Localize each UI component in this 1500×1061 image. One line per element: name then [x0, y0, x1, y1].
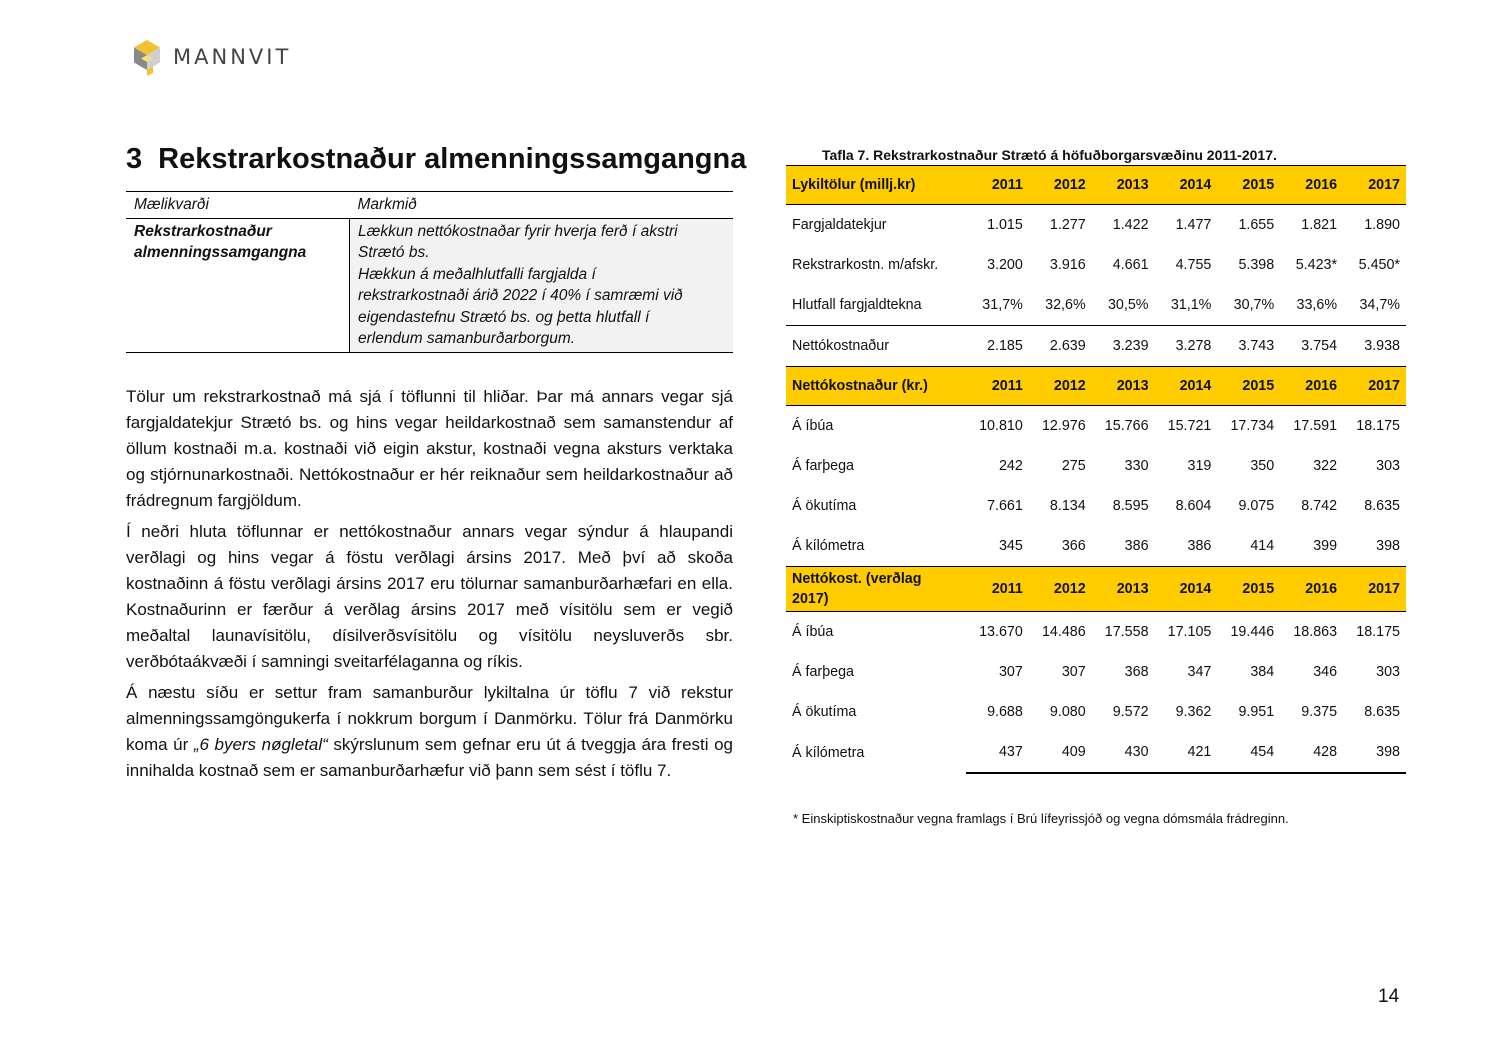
report-title-em: „6 byers nøgletal“ [193, 735, 328, 754]
year-header: 2014 [1155, 367, 1218, 406]
cost-table [786, 165, 1406, 774]
table-footnote: * Einskiptiskostnaður vegna framlags í Brú lífeyrissjóð og vegna dómsmála frádreginn. [793, 811, 1289, 826]
row-label: Á ökutíma [792, 498, 857, 514]
cell-value: 5.423* [1295, 257, 1338, 273]
table-row [786, 205, 1406, 246]
cell-value: 14.486 [1041, 624, 1086, 640]
section-heading [126, 143, 746, 176]
row-label: Á kílómetra [792, 744, 865, 761]
cell-value: 1.655 [1238, 217, 1275, 233]
table-caption: Tafla 7. Rekstrarkostnaður Strætó á höfuðborgarsvæðinu 2011-2017. [822, 147, 1277, 163]
cell-value: 3.743 [1238, 338, 1275, 354]
cell-value: 319 [1187, 458, 1212, 474]
cell-value: 330 [1124, 458, 1149, 474]
section1-header-label [786, 166, 966, 205]
cell-value: 428 [1280, 732, 1343, 773]
cell-value: 17.591 [1293, 418, 1338, 434]
row-label: Á farþega [792, 458, 854, 474]
cell-value: 7.661 [987, 498, 1023, 514]
cell-value: 1.477 [1175, 217, 1212, 233]
section1-header-row [786, 166, 1406, 205]
cell-value: 31,7% [966, 285, 1029, 326]
section2-header-label [786, 367, 966, 406]
goal-table [126, 191, 733, 353]
cell-value: 3.200 [987, 257, 1023, 273]
goal-indicator-line: Rekstrarkostnaður [134, 222, 272, 240]
table-row [786, 406, 1406, 447]
year-header: 2015 [1217, 166, 1280, 205]
year-header: 2015 [1217, 367, 1280, 406]
page-number: 14 [1378, 986, 1400, 1007]
cell-value: 347 [1187, 664, 1212, 680]
cell-value: 8.134 [1049, 498, 1086, 514]
year-header: 2016 [1280, 567, 1343, 612]
year-header: 2017 [1343, 367, 1406, 406]
cell-value: 2.185 [987, 338, 1023, 354]
table-row [786, 245, 1406, 285]
cell-value: 8.595 [1112, 498, 1149, 514]
goal-target-line: Strætó bs. [358, 244, 430, 261]
row-label: Fargjaldatekjur [792, 217, 887, 233]
paragraph-1: Tölur um rekstrarkostnað má sjá í töflunni til hliðar. Þar má annars vegar sjá fargjaldatekjur Strætó bs. og hins vegar heildarkostnað sem samanstendur af öllum kostnaði m.a. kostnaði við eigin akstur, kostnaði vegna aksturs verktaka og stjórnunarkostnaði. Nettókostnaður er hér reiknaður sem heildarkostnaður að frádregnum fargjöldum. [126, 387, 733, 510]
cell-value: 18.175 [1356, 418, 1400, 434]
cell-value: 275 [1061, 458, 1086, 474]
cell-value: 18.175 [1356, 624, 1400, 640]
row-label: Á íbúa [792, 418, 834, 434]
cell-value: 3.916 [1049, 257, 1086, 273]
cell-value: 345 [998, 538, 1023, 554]
cell-value: 303 [1376, 458, 1400, 474]
goal-target-cell [350, 218, 734, 352]
table-row [786, 326, 1406, 367]
cell-value: 19.446 [1230, 624, 1275, 640]
table-row [786, 285, 1406, 326]
cell-value: 346 [1313, 664, 1338, 680]
cell-value: 12.976 [1041, 418, 1086, 434]
cell-value: 3.239 [1112, 338, 1149, 354]
goal-target-line: eigendastefnu Strætó bs. og þetta hlutfall í [358, 308, 650, 326]
cell-value: 366 [1061, 538, 1086, 554]
goal-target-line: Lækkun nettókostnaðar fyrir hverja ferð í akstri [358, 222, 678, 240]
cell-value: 2.639 [1049, 338, 1086, 354]
cell-value: 34,7% [1343, 285, 1406, 326]
year-header: 2016 [1280, 166, 1343, 205]
goal-target-line: erlendum samanburðarborgum. [358, 330, 576, 347]
cell-value: 303 [1376, 664, 1400, 680]
cell-value: 421 [1155, 732, 1218, 773]
cell-value: 414 [1250, 538, 1275, 554]
section3-header-label [786, 567, 966, 612]
cell-value: 1.015 [987, 217, 1023, 233]
paragraph-3-start: Á næstu síðu er settur fram samanburður lykiltalna úr töflu 7 við rekstur almenningssamgöngukerfa í nokkrum borgum í Danmörku. Tölur frá Danmörku koma úr [126, 683, 733, 754]
goal-indicator-cell [126, 218, 350, 352]
cell-value: 17.105 [1167, 624, 1212, 640]
table-row [786, 526, 1406, 567]
header-label-text: Nettókostnaður (kr.) [792, 378, 928, 394]
table-row [786, 652, 1406, 692]
cell-value: 454 [1217, 732, 1280, 773]
cell-value: 437 [966, 732, 1029, 773]
cell-value: 9.375 [1301, 704, 1338, 720]
logo-text: MANNVIT [173, 45, 292, 69]
cell-value: 32,6% [1029, 285, 1092, 326]
cell-value: 368 [1124, 664, 1149, 680]
cell-value: 8.635 [1364, 498, 1400, 514]
cell-value: 4.661 [1112, 257, 1149, 273]
body-text [126, 384, 733, 789]
row-label: Á farþega [792, 664, 854, 680]
cell-value: 409 [1029, 732, 1092, 773]
goal-col2-header: Markmið [350, 192, 734, 219]
year-header: 2014 [1155, 166, 1218, 205]
cell-value: 9.688 [987, 704, 1023, 720]
year-header: 2011 [966, 567, 1029, 612]
cell-value: 386 [1187, 538, 1212, 554]
year-header: 2011 [966, 166, 1029, 205]
cell-value: 1.890 [1364, 217, 1400, 233]
cell-value: 3.278 [1175, 338, 1212, 354]
cell-value: 15.766 [1104, 418, 1149, 434]
mannvit-logo [130, 38, 291, 76]
header-label-text: Nettókost. (verðlag [792, 571, 922, 587]
cell-value: 31,1% [1155, 285, 1218, 326]
table-row [786, 446, 1406, 486]
cell-value: 3.754 [1301, 338, 1338, 354]
cell-value: 398 [1343, 732, 1406, 773]
cell-value: 8.742 [1301, 498, 1338, 514]
cell-value: 398 [1376, 538, 1400, 554]
cell-value: 1.422 [1112, 217, 1149, 233]
cell-value: 322 [1313, 458, 1338, 474]
year-header: 2017 [1343, 166, 1406, 205]
cell-value: 10.810 [979, 418, 1023, 434]
goal-target-line: Hækkun á meðalhlutfalli fargjalda í [358, 265, 596, 283]
year-header: 2014 [1155, 567, 1218, 612]
goal-target-line: rekstrarkostnaði árið 2022 í 40% í samræmi við [358, 287, 683, 304]
cell-value: 18.863 [1293, 624, 1338, 640]
year-header: 2012 [1029, 567, 1092, 612]
cell-value: 8.635 [1364, 704, 1400, 720]
cell-value: 17.734 [1230, 418, 1275, 434]
paragraph-2: Í neðri hluta töflunnar er nettókostnaður annars vegar sýndur á hlaupandi verðlagi og hins vegar á föstu verðlagi ársins 2017. Með því að skoða kostnaðinn á föstu verðlagi ársins 2017 eru tölurnar samanburðarhæfari en ella. Kostnaðurinn er færður á verðlag ársins 2017 með vísitölu sem er vegið meðaltal launavísitölu, dísilverðsvísitölu og vísitölu neysluverðs sbr. verðbótaákvæði í samningi sveitarfélaganna og ríkis. [126, 522, 733, 671]
cell-value: 350 [1250, 458, 1275, 474]
year-header: 2013 [1092, 367, 1155, 406]
cell-value: 430 [1092, 732, 1155, 773]
row-label: Á íbúa [792, 624, 834, 640]
year-header: 2011 [966, 367, 1029, 406]
cell-value: 1.821 [1301, 217, 1338, 233]
year-header: 2015 [1217, 567, 1280, 612]
row-label: Nettókostnaður [792, 338, 889, 354]
cell-value: 30,5% [1092, 285, 1155, 326]
section2-header-row [786, 367, 1406, 406]
cell-value: 9.075 [1238, 498, 1275, 514]
table-row [786, 486, 1406, 526]
cell-value: 30,7% [1217, 285, 1280, 326]
cell-value: 17.558 [1104, 624, 1149, 640]
cell-value: 8.604 [1175, 498, 1212, 514]
cell-value: 242 [998, 458, 1023, 474]
cell-value: 15.721 [1167, 418, 1212, 434]
mannvit-logo-icon [130, 38, 164, 76]
cell-value: 5.450* [1358, 257, 1400, 273]
year-header: 2013 [1092, 166, 1155, 205]
table-row [786, 692, 1406, 732]
cell-value: 399 [1313, 538, 1338, 554]
cell-value: 5.398 [1238, 257, 1275, 273]
row-label: Á kílómetra [792, 538, 865, 554]
cell-value: 4.755 [1175, 257, 1212, 273]
section-title: Rekstrarkostnaður almenningssamgangna [158, 143, 747, 175]
goal-indicator-line: almenningssamgangna [134, 244, 307, 261]
cell-value: 9.951 [1238, 704, 1275, 720]
year-header: 2013 [1092, 567, 1155, 612]
cell-value: 33,6% [1280, 285, 1343, 326]
year-header: 2012 [1029, 166, 1092, 205]
year-header: 2017 [1343, 567, 1406, 612]
cell-value: 3.938 [1364, 338, 1400, 354]
year-header: 2012 [1029, 367, 1092, 406]
cell-value: 1.277 [1049, 217, 1086, 233]
year-header: 2016 [1280, 367, 1343, 406]
cell-value: 13.670 [979, 624, 1023, 640]
paragraph-3 [126, 680, 733, 784]
cell-value: 9.362 [1175, 704, 1212, 720]
cell-value: 386 [1124, 538, 1149, 554]
header-label-text: Lykiltölur (millj.kr) [792, 177, 916, 193]
cell-value: 307 [1061, 664, 1086, 680]
table-row [786, 732, 1406, 773]
cell-value: 9.572 [1112, 704, 1149, 720]
table-row [786, 612, 1406, 653]
cell-value: 9.080 [1049, 704, 1086, 720]
cell-value: 384 [1250, 664, 1275, 680]
row-label: Rekstrarkostn. m/afskr. [792, 257, 939, 273]
row-label: Hlutfall fargjaldtekna [786, 285, 966, 326]
row-label: Á ökutíma [792, 704, 857, 720]
header-label-text: 2017) [792, 591, 829, 607]
goal-col1-header: Mælikvarði [126, 192, 350, 219]
cell-value: 307 [998, 664, 1023, 680]
paragraph-3-end: skýrslunum sem gefnar eru út á tveggja ára fresti og innihalda kostnað sem er samanburðarhæfur við þann sem sést í töflu 7. [126, 735, 733, 780]
section3-header-row [786, 567, 1406, 612]
section-number: 3 [126, 143, 143, 175]
